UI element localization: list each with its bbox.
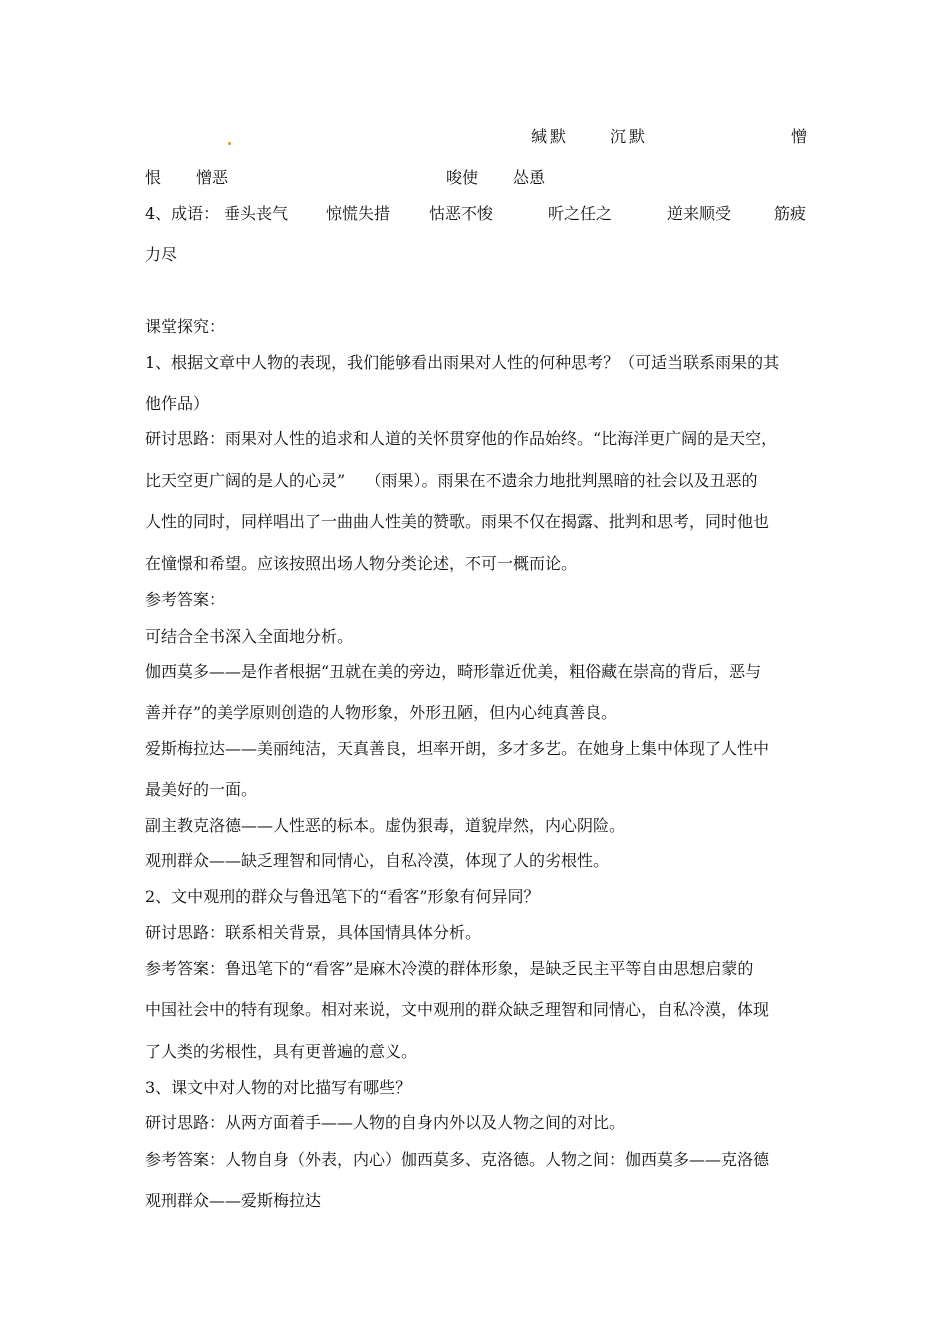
idiom-item: 逆来顺受 — [667, 204, 732, 223]
vocab-word: 恨 — [145, 168, 162, 187]
idiom-continuation: 力尽 — [145, 245, 178, 264]
discussion-line: 研讨思路：从两方面着手——人物的自身内外以及人物之间的对比。 — [145, 1113, 626, 1132]
stray-mark — [228, 142, 231, 145]
section-title: 课堂探究： — [145, 317, 226, 336]
answer-line: 爱斯梅拉达——美丽纯洁，天真善良，坦率开朗，多才多艺。在她身上集中体现了人性中 — [145, 739, 770, 758]
vocab-word: 憎恶 — [196, 168, 229, 187]
answer-line: 最美好的一面。 — [145, 780, 258, 799]
idiom-item: 惊慌失措 — [326, 204, 391, 223]
question-line: 1、根据文章中人物的表现，我们能够看出雨果对人性的何种思考？（可适当联系雨果的其 — [145, 353, 780, 372]
answer-line: 中国社会中的特有现象。相对来说，文中观刑的群众缺乏理智和同情心，自私冷漠，体现 — [145, 1000, 770, 1019]
vocab-word: 憎 — [791, 127, 808, 146]
vocab-word: 怂恿 — [513, 168, 546, 187]
idiom-item: 筋疲 — [774, 204, 807, 223]
discussion-line: 比天空更广阔的是人的心灵” （雨果）。雨果在不遗余力地批判黑暗的社会以及丑恶的 — [145, 471, 758, 490]
answer-line: 观刑群众——缺乏理智和同情心，自私冷漠，体现了人的劣根性。 — [145, 851, 610, 870]
question-line: 3、课文中对人物的对比描写有哪些？ — [145, 1078, 412, 1097]
answer-line: 观刑群众——爱斯梅拉达 — [145, 1191, 322, 1210]
discussion-line: 研讨思路：雨果对人性的追求和人道的关怀贯穿他的作品始终。“比海洋更广阔的是天空， — [145, 429, 778, 448]
idiom-item: 怙恶不悛 — [429, 204, 494, 223]
answer-line: 可结合全书深入全面地分析。 — [145, 627, 354, 646]
question-line: 2、文中观刑的群众与鲁迅笔下的“看客”形象有何异同？ — [145, 887, 540, 906]
answer-label: 参考答案： — [145, 590, 226, 609]
discussion-line: 人性的同时，同样唱出了一曲曲人性美的赞歌。雨果不仅在揭露、批判和思考，同时他也 — [145, 512, 770, 531]
vocab-word: 缄默 — [531, 127, 570, 146]
discussion-line: 在憧憬和希望。应该按照出场人物分类论述，不可一概而论。 — [145, 554, 578, 573]
idiom-item: 听之任之 — [548, 204, 613, 223]
answer-line: 伽西莫多——是作者根据“丑就在美的旁边，畸形靠近优美，粗俗藏在崇高的背后，恶与 — [145, 662, 762, 681]
idioms-label: 4、成语： — [145, 204, 220, 223]
discussion-line: 研讨思路：联系相关背景，具体国情具体分析。 — [145, 923, 482, 942]
answer-line: 善并存”的美学原则创造的人物形象，外形丑陋，但内心纯真善良。 — [145, 703, 618, 722]
question-line: 他作品） — [145, 394, 210, 413]
vocab-word: 唆使 — [446, 168, 479, 187]
answer-line: 副主教克洛德——人性恶的标本。虚伪狠毒，道貌岸然，内心阴险。 — [145, 816, 626, 835]
answer-line: 参考答案：人物自身（外表，内心）伽西莫多、克洛德。人物之间：伽西莫多——克洛德 — [145, 1150, 770, 1169]
answer-line: 了人类的劣根性，具有更普遍的意义。 — [145, 1042, 418, 1061]
answer-line: 参考答案：鲁迅笔下的“看客”是麻木冷漠的群体形象，是缺乏民主平等自由思想启蒙的 — [145, 959, 754, 978]
vocab-word: 沉默 — [610, 127, 649, 146]
idiom-item: 垂头丧气 — [224, 204, 289, 223]
